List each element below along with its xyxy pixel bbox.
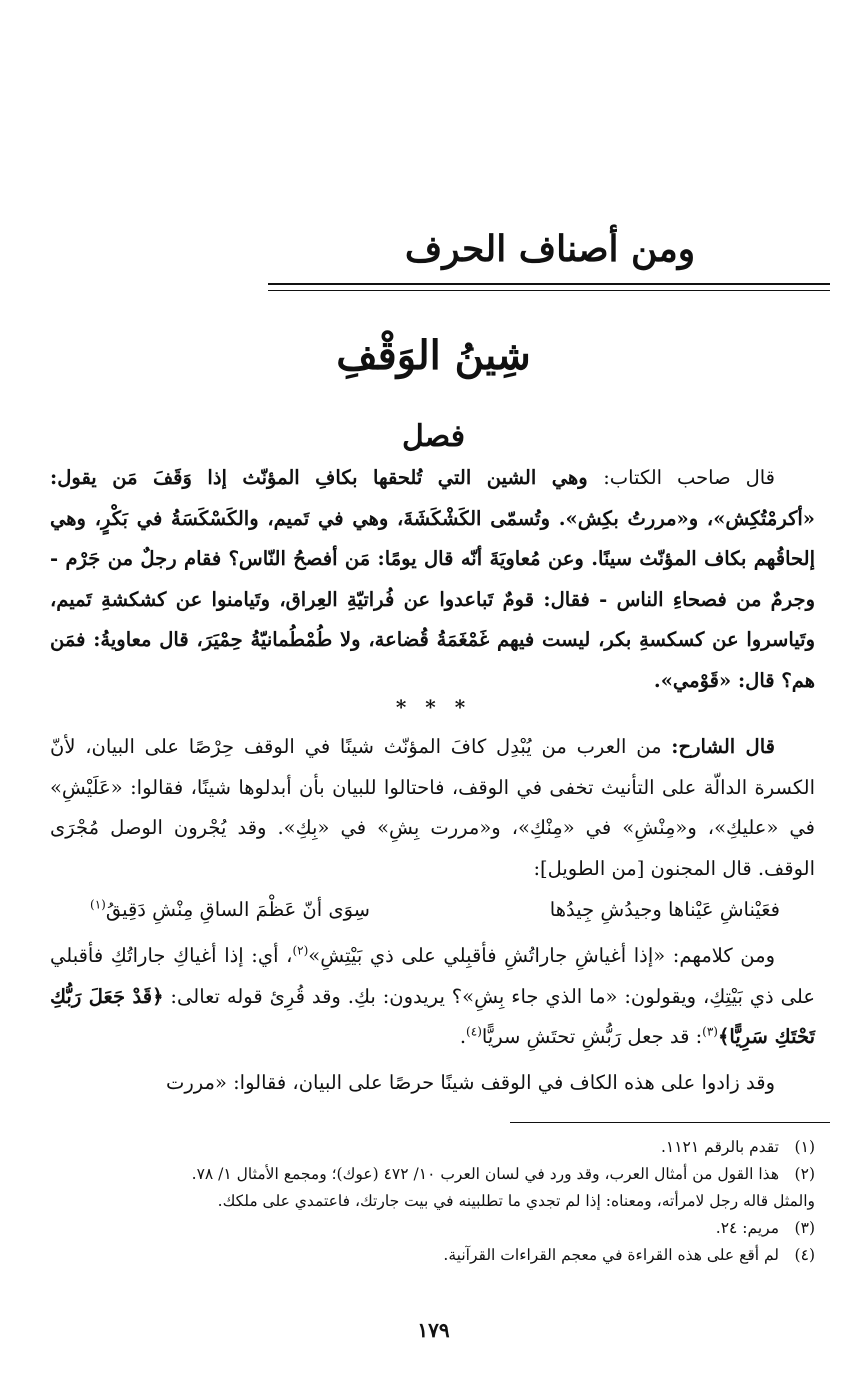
footnote-2 — [50, 1161, 815, 1188]
verse-hemistich-second-text: سِوَى أنّ عَظْمَ الساقِ مِنْشِ دَقِيقُ — [105, 898, 371, 921]
footnote-text: هذا القول من أمثال العرب، وقد ورد في لسان العرب ١٠/ ٤٧٢ (عوك)؛ ومجمع الأمثال ١/ ٧٨. — [191, 1165, 779, 1183]
footnote-2-continuation: والمثل قاله رجل لامرأته، ومعناه: إذا لم تجدي ما تطلبينه في بيت جارتك، فاعتمدي على ملكك. — [217, 1192, 815, 1210]
page-number: ١٧٩ — [417, 1318, 450, 1342]
paragraph-commentator-lead: قال الشارح: — [671, 735, 775, 758]
footnote-4 — [50, 1242, 815, 1269]
paragraph-sayings-text-c: : قد جعل رَبُّشِ تحتَشِ سريًّا — [481, 1025, 703, 1048]
paragraph-sayings-text-b: ، أي: إذا أغياكِ جاراتُكِ فأقبلي على ذي بَيْتِكِ، ويقولون: «ما الذي جاء بِشِ»؟ يريدون: بكِ. وقد قُرِئ قوله تعالى: — [50, 944, 816, 1008]
paragraph-author — [50, 458, 815, 701]
title-underline-thin — [268, 290, 830, 291]
footnote-number: (١) — [794, 1138, 815, 1156]
footnote-ref-2: (٢) — [292, 943, 309, 958]
footnote-1 — [50, 1134, 815, 1161]
paragraph-commentator-text: من العرب من يُبْدِل كافَ المؤنّث شينًا في الوقف حِرْصًا على البيان، لأنّ الكسرة الدالّة على التأنيث تخفى في الوقف، فاحتالوا للبيان بأن أبدلوها شينًا، فقالوا: «عَلَيْشِ» في «عليكِ»، و«مِنْشِ» في «مِنْكِ»، و«مررت بِشِ» في «بِكِ». وقد يُجْرون الوصل مُجْرَى الوقف. قال المجنون [من الطويل]: — [50, 735, 815, 880]
footnote-text: لم أقع على هذه القراءة في معجم القراءات القرآنية. — [443, 1246, 779, 1264]
title-underline — [268, 283, 830, 285]
separator-stars: * * * — [395, 695, 472, 719]
quran-verse: ﴿قَدْ جَعَلَ رَبُّكِ تَحْتَكِ سَرِيًّا﴾ — [50, 984, 815, 1048]
footnote-text: تقدم بالرقم ١١٢١. — [660, 1138, 779, 1156]
footnote-number: (٤) — [794, 1246, 815, 1264]
footnote-text: مريم: ٢٤. — [715, 1219, 779, 1237]
verse-hemistich-second — [90, 890, 370, 930]
paragraph-author-text: وهي الشين التي تُلحقها بكافِ المؤنّث إذا وَقَفَ مَن يقول: «أكرمْتُكِش»، و«مررتُ بكِش». وتُسمّى الكَشْكَشَةَ، وهي في تَميم، والكَسْكَسَةُ في بَكْرٍ، وهي إلحاقُهم بكاف المؤنّث سينًا. وعن مُعاويَةَ أنّه قال يومًا: مَن أفصحُ النّاس؟ فقام رجلٌ من جَرْم - وجرمٌ من فصحاءِ الناس - فقال: قومٌ تَباعدوا عن فُراتيّةِ العِراق، وتَيامنوا عن كشكشةِ تَميم، وتَياسروا عن كسكسةِ بكر، ليست فيهم غَمْغَمَةُ قُضاعة، ولا طُمْطُمانيّةُ حِمْيَرَ، قال معاويةُ: فمَن هم؟ قال: «قَوْمي». — [50, 466, 815, 692]
footnote-divider — [510, 1122, 830, 1123]
footnote-ref-4: (٤) — [466, 1024, 482, 1039]
chapter-title: شِينُ الوَقْفِ — [336, 332, 531, 379]
paragraph-sayings-text-d: . — [459, 1025, 467, 1048]
fasl-heading: فصل — [401, 419, 466, 454]
paragraph-sayings — [50, 936, 815, 1058]
paragraph-continuation-text: وقد زادوا على هذه الكاف في الوقف شينًا حرصًا على البيان، فقالوا: «مررت — [165, 1071, 775, 1094]
section-title: ومن أصناف الحرف — [404, 228, 696, 270]
footnote-ref-3: (٣) — [702, 1024, 718, 1039]
footnote-number: (٣) — [794, 1219, 815, 1237]
paragraph-continuation — [50, 1063, 815, 1104]
footnote-number: (٢) — [794, 1165, 815, 1183]
paragraph-commentator — [50, 727, 815, 889]
footnote-ref-1: (١) — [90, 897, 106, 912]
paragraph-sayings-text-a: «إذا أغياشِ جاراتُشِ فأقبِلي على ذي بَيْتِشِ» — [308, 944, 673, 967]
poetry-verse — [90, 890, 780, 930]
paragraph-author-lead: قال صاحب الكتاب: — [603, 466, 775, 489]
verse-hemistich-first: فعَيْناشِ عَيْناها وجيدُشِ جِيدُها — [549, 898, 780, 921]
footnotes — [50, 1134, 815, 1269]
paragraph-sayings-lead: ومن كلامهم: — [672, 944, 775, 967]
footnote-3 — [50, 1215, 815, 1242]
